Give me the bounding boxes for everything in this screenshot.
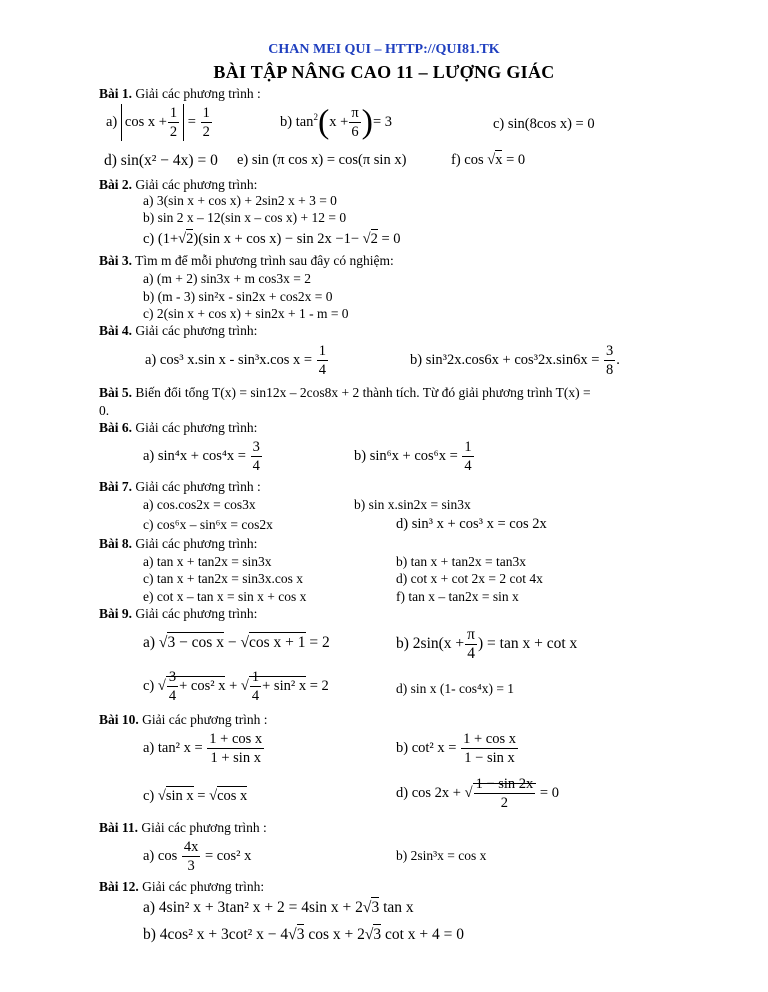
exercise-10d: d) cos 2x + √ $\frac{1 - \sin 2x}{2}$ = 0 bbox=[396, 776, 559, 811]
exercise-2a: a) 3(sin x + cos x) + 2sin2 x + 3 = 0 bbox=[143, 193, 337, 208]
exercise-11-heading: Bài 11. Giải các phương trình : bbox=[99, 820, 267, 835]
exercise-9c: c) √ $\frac{3}{4}$ + cos² x + √ $\frac{1}{4}$ + sin² x = 2 bbox=[143, 669, 329, 704]
exercise-7c: c) cos⁶x – sin⁶x = cos2x bbox=[143, 517, 273, 532]
exercise-11b: b) 2sin³x = cos x bbox=[396, 848, 487, 863]
exercise-3c: c) 2(sin x + cos x) + sin2x + 1 - m = 0 bbox=[143, 306, 349, 321]
exercise-1e: e) sin (π cos x) = cos(π sin x) bbox=[237, 152, 407, 168]
exercise-10a: a) tan² x = $\frac{\text{1 + cos x}}{\text{1 + sin x}}$ bbox=[143, 731, 263, 766]
exercise-10c: c) √sin x = √cos x bbox=[143, 788, 248, 804]
exercise-4b: b) sin³2x.cos6x + cos³2x.sin6x = $\frac{3}{8}$ . bbox=[410, 343, 620, 378]
exercise-11a: a) cos $\frac{4x}{3}$ = cos² x bbox=[143, 839, 252, 874]
exercise-7b: b) sin x.sin2x = sin3x bbox=[354, 497, 471, 512]
exercise-8f: f) tan x – tan2x = sin x bbox=[396, 589, 519, 604]
exercise-9a: a) √3 − cos x − √cos x + 1 = 2 bbox=[143, 634, 330, 651]
exercise-6b: b) sin⁶x + cos⁶x = $\frac{1}{4}$ bbox=[354, 439, 472, 474]
exercise-9b: b) 2sin(x + $\frac{\pi}{4}$ ) = tan x + cot x bbox=[396, 626, 578, 662]
exercise-4a: a) cos³ x.sin x - sin³x.cos x = $\frac{1}{4}$ bbox=[145, 343, 326, 378]
exercise-6-heading: Bài 6. Giải các phương trình: bbox=[99, 420, 258, 435]
exercise-12-heading: Bài 12. Giải các phương trình: bbox=[99, 879, 265, 894]
exercise-8e: e) cot x – tan x = sin x + cos x bbox=[143, 589, 307, 604]
exercise-4-heading: Bài 4. Giải các phương trình: bbox=[99, 323, 258, 338]
site-header: CHAN MEI QUI – HTTP://QUI81.TK bbox=[268, 42, 500, 57]
exercise-1a: a) cos x + $\frac{1}{2}$ = $\frac{1}{2}$ bbox=[106, 105, 210, 140]
exercise-8b: b) tan x + tan2x = tan3x bbox=[396, 554, 526, 569]
exercise-10-heading: Bài 10. Giải các phương trình : bbox=[99, 712, 268, 727]
exercise-7-heading: Bài 7. Giải các phương trình : bbox=[99, 479, 261, 494]
exercise-9d: d) sin x (1- cos⁴x) = 1 bbox=[396, 681, 515, 696]
exercise-7a: a) cos.cos2x = cos3x bbox=[143, 497, 256, 512]
exercise-2-heading: Bài 2. Giải các phương trình: bbox=[99, 177, 258, 192]
exercise-3-heading: Bài 3. Tìm m để mỗi phương trình sau đây có nghiệm: bbox=[99, 253, 394, 268]
exercise-12a: a) 4sin² x + 3tan² x + 2 = 4sin x + 2√3 tan x bbox=[143, 899, 414, 916]
exercise-12b: b) 4cos² x + 3cot² x − 4√3 cos x + 2√3 cot x + 4 = 0 bbox=[143, 926, 465, 943]
exercise-8-heading: Bài 8. Giải các phương trình: bbox=[99, 536, 258, 551]
exercise-8d: d) cot x + cot 2x = 2 cot 4x bbox=[396, 571, 543, 586]
exercise-5-continued: 0. bbox=[99, 403, 110, 418]
exercise-7d: d) sin³ x + cos³ x = cos 2x bbox=[396, 516, 547, 532]
exercise-8c: c) tan x + tan2x = sin3x.cos x bbox=[143, 571, 303, 586]
exercise-1-heading: Bài 1. Giải các phương trình : bbox=[99, 86, 261, 101]
exercise-1f: f) cos √x = 0 bbox=[451, 152, 526, 168]
exercise-5-heading: Bài 5. Biến đổi tổng T(x) = sin12x – 2cos8x + 2 thành tích. Từ đó giải phương trình T(x) = bbox=[99, 385, 591, 400]
exercise-9-heading: Bài 9. Giải các phương trình: bbox=[99, 606, 258, 621]
exercise-2b: b) sin 2 x – 12(sin x – cos x) + 12 = 0 bbox=[143, 210, 347, 225]
exercise-3b: b) (m - 3) sin²x - sin2x + cos2x = 0 bbox=[143, 289, 333, 304]
page-title: BÀI TẬP NÂNG CAO 11 – LƯỢNG GIÁC bbox=[213, 62, 555, 82]
exercise-1d: d) sin(x² − 4x) = 0 bbox=[104, 152, 218, 169]
exercise-6a: a) sin⁴x + cos⁴x = $\frac{3}{4}$ bbox=[143, 439, 260, 474]
exercise-10b: b) cot² x = $\frac{\text{1 + cos x}}{\text{1 − sin x}}$ bbox=[396, 731, 516, 766]
exercise-1b: b) $\tan^2(x$ + $\frac{\pi}{6}$ )= 3 bbox=[280, 103, 393, 141]
exercise-1c: c) sin(8cos x) = 0 bbox=[493, 116, 595, 132]
exercise-3a: a) (m + 2) sin3x + m cos3x = 2 bbox=[143, 271, 311, 286]
exercise-8a: a) tan x + tan2x = sin3x bbox=[143, 554, 272, 569]
exercise-2c: c) (1+√2)(sin x + cos x) − sin 2x −1− √2 = 0 bbox=[143, 231, 401, 247]
